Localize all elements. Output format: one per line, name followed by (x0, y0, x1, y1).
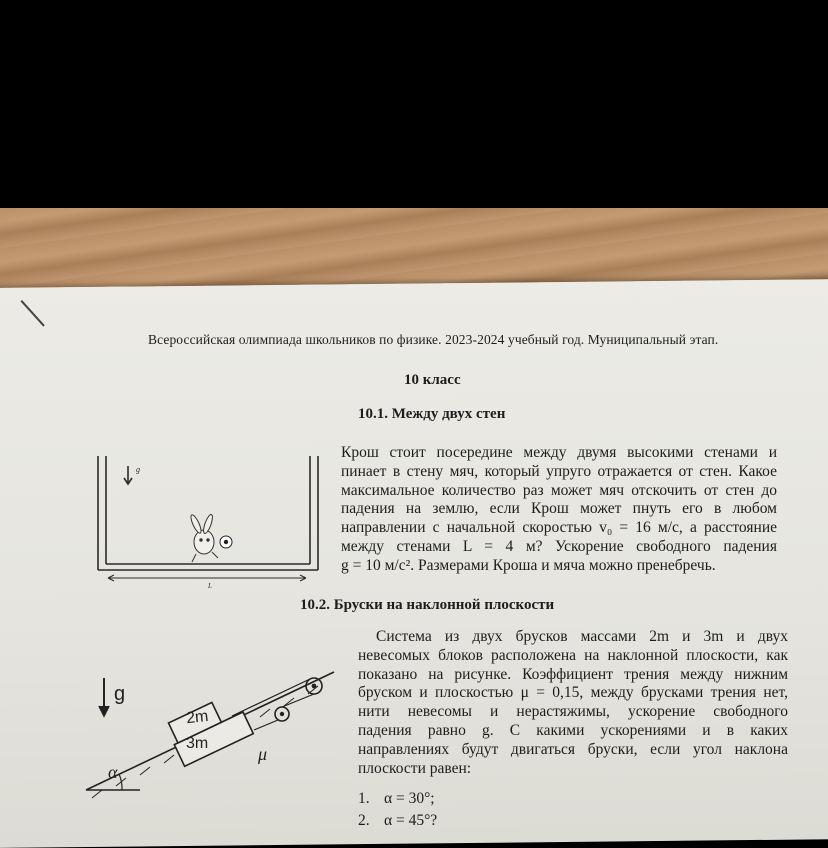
walls-figure (92, 452, 332, 592)
problem-2-line: направлениях будут двигаться бруски, если угол наклона (358, 740, 788, 758)
soccer-ball-icon (220, 536, 232, 548)
problem-2-line: падения равно g. С какими ускорениями и в каких (358, 721, 788, 739)
problem-1-line: Крош стоит посередине между двумя высокими стенами и (341, 444, 777, 461)
problem-1-line: максимальное количество раз может мяч отскочить от стен до (341, 481, 777, 499)
problem-1-line: g = 10 м/с². Размерами Кроша и мяча можно пренебречь. (341, 556, 716, 574)
problem-1-title: 10.1. Между двух стен (358, 406, 506, 422)
olympiad-header: Всероссийская олимпиада школьников по физике. 2023-2024 учебный год. Муниципальный этап. (148, 332, 719, 347)
grade-heading: 10 класс (404, 372, 461, 388)
option-1: 1. α = 30°; (358, 790, 435, 807)
string-connect (282, 694, 314, 707)
option-2: 2. α = 45°? (358, 812, 438, 829)
problem-2-line: нити невесомы и нерастяжимы, ускорение свободного (358, 703, 788, 721)
mu-label: μ (258, 744, 268, 764)
problem-1-line: направлении с начальной скоростью v₀ = 16 м/с, а расстояние (341, 519, 777, 537)
krosh-rabbit-icon (189, 514, 218, 562)
upper-block-label: 2m (185, 707, 210, 728)
string-upper (232, 679, 310, 716)
g-label-2: g (114, 683, 126, 705)
problem-2-line: показано на рисунке. Коэффициент трения между нижним (358, 665, 788, 683)
problem-2-text (358, 628, 788, 778)
g-label-1: g (136, 465, 140, 474)
problem-2-line: Система из двух брусков массами 2m и 3m и двух (376, 628, 788, 645)
problem-2-line: плоскости равен: (358, 759, 472, 777)
l-label: L (208, 582, 212, 590)
gravity-arrowhead-2 (99, 706, 109, 716)
problem-2-line: бруском и плоскостью μ = 0,15, между брусками трения нет, (358, 684, 788, 702)
incline-figure (82, 650, 342, 800)
problem-1-line: пинает в стену мяч, который упруго отражается от стен. Какое (341, 462, 777, 480)
alpha-label: α (108, 762, 118, 782)
problem-1-line: падения на землю, если Крош может пнуть его в любом (341, 500, 777, 518)
problem-1-text (341, 444, 777, 576)
problem-2-title: 10.2. Бруски на наклонной плоскости (300, 597, 555, 613)
lower-block-label: 3m (186, 735, 209, 752)
problem-2-line: невесомых блоков расположена на наклонной плоскости, как (358, 646, 788, 664)
string-lower (254, 720, 278, 730)
problem-1-line: между стенами L = 4 м? Ускорение свободного падения (341, 537, 777, 555)
